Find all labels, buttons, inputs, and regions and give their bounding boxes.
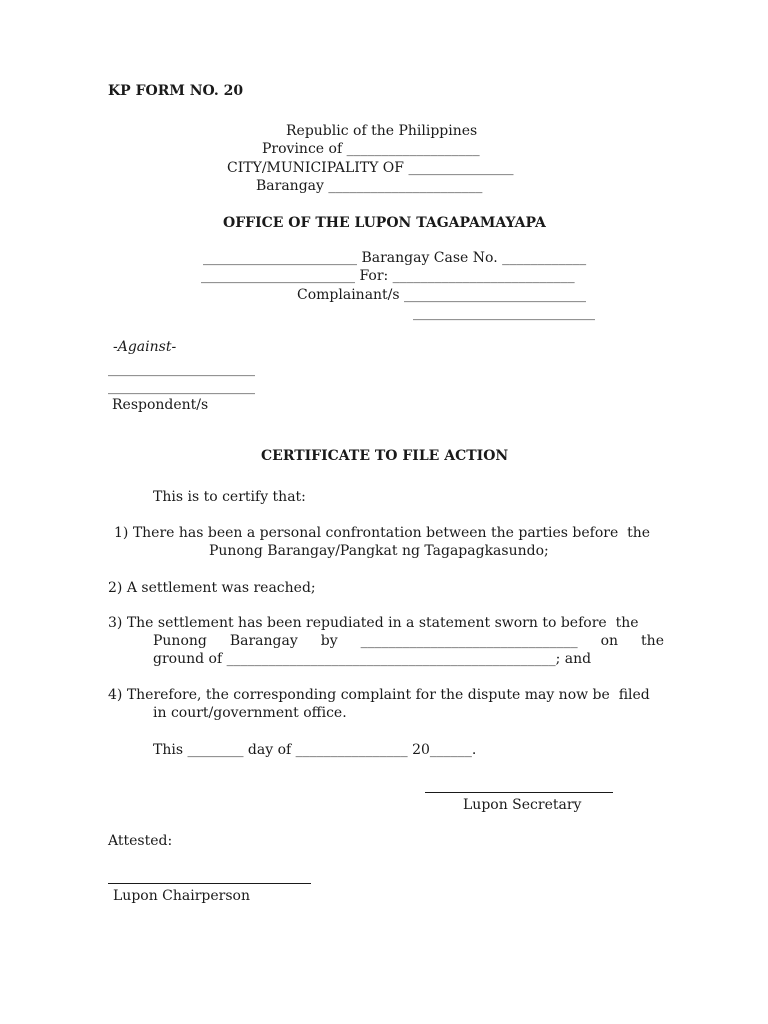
item-4-line-1: 4) Therefore, the corresponding complaint for the dispute may now be filed [108,687,650,703]
secretary-label: Lupon Secretary [463,797,582,813]
respondent-label: Respondent/s [112,397,209,413]
item-3-blank: _______________________________ [360,633,578,649]
item-3-line-3: ground of _______________________________________________; and [153,651,592,667]
complainant-line: Complainant/s __________________________ [297,287,587,303]
respondent-line-1: _____________________ [108,361,255,377]
item-3-word: the [641,633,664,649]
intro-text: This is to certify that: [153,489,306,505]
respondent-line-2: _____________________ [108,379,255,395]
office-heading: OFFICE OF THE LUPON TAGAPAMAYAPA [223,215,546,231]
header-republic: Republic of the Philippines [286,123,478,139]
item-3-word: Punong [153,633,207,649]
attested-label: Attested: [108,833,173,849]
item-2: 2) A settlement was reached; [108,580,316,596]
item-1-line-2: Punong Barangay/Pangkat ng Tagapagkasundo; [209,543,549,559]
item-3-word: on [600,633,619,649]
item-3-word: by [320,633,338,649]
chairperson-signature-line [108,883,311,884]
item-1-line-1: 1) There has been a personal confrontation between the parties before the [114,525,651,541]
case-number-line: ______________________ Barangay Case No. ____________ [203,250,587,266]
header-province: Province of ___________________ [262,141,480,157]
item-3-line-1: 3) The settlement has been repudiated in a statement sworn to before the [108,615,639,631]
form-number: KP FORM NO. 20 [108,83,244,99]
date-line: This ________ day of ________________ 20______. [153,742,477,758]
chairperson-label: Lupon Chairperson [113,888,250,904]
certificate-title: CERTIFICATE TO FILE ACTION [261,448,509,464]
complainant-extra-line: __________________________ [413,305,595,321]
header-city: CITY/MUNICIPALITY OF _______________ [227,160,514,176]
item-3-line-2 [153,632,664,650]
item-3-word: Barangay [229,633,298,649]
against-label: -Against- [113,339,177,355]
case-for-line: ______________________ For: __________________________ [201,268,575,284]
header-barangay: Barangay ______________________ [256,178,483,194]
item-4-line-2: in court/government office. [153,705,347,721]
secretary-signature-line [425,792,613,793]
